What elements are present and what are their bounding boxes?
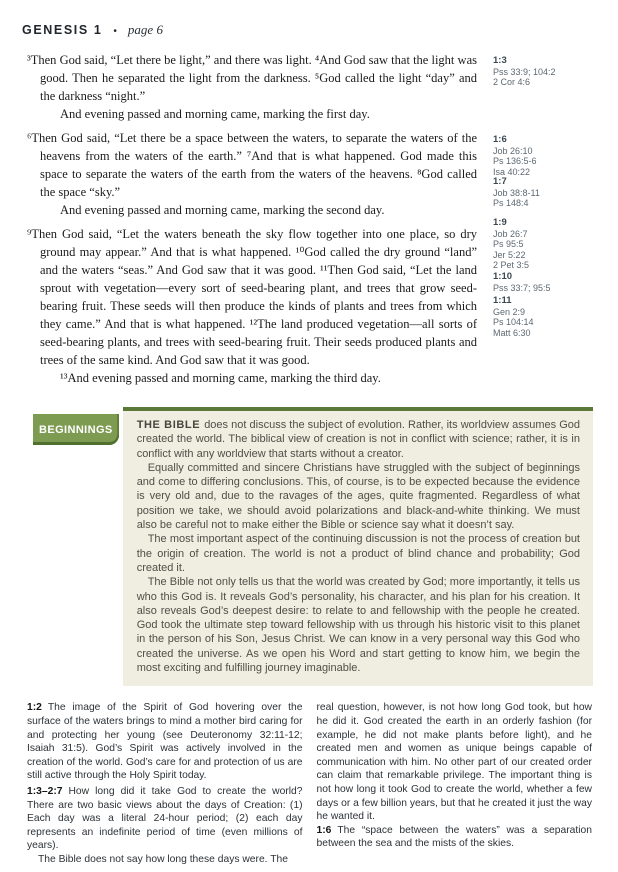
cross-ref-line: Ps 136:5-6 [493,156,537,166]
commentary-verse-ref: 1:3–2:7 [27,785,63,797]
cross-ref-line: Ps 148:4 [493,198,529,208]
commentary-note-1-6 [317,824,593,851]
commentary-continuation: The Bible does not say how long these days were. The [38,853,288,865]
cross-ref-line: Matt 6:30 [493,327,531,338]
verse-text: ³Then God said, “Let there be light,” and there was light. ⁴And God saw that the light was good. Then he separated the light from the darkness. ⁵God called the light “day” and the darkness “night.” [27,53,477,103]
cross-ref-line: Job 38:8-11 [493,187,540,198]
scripture-stanza-day1 [27,51,477,123]
cross-ref-line: Job 26:7 [493,228,528,239]
cross-ref-line: Jer 5:22 [493,249,526,260]
cross-ref-line: 2 Cor 4:6 [493,77,531,87]
commentary-note-1-2 [27,701,303,783]
cross-ref-line: Isa 40:22 [493,166,531,177]
commentary-continuation: real question, however, is not how long God took, but how he did it. God created the earth in an orderly fashion (for example, he did not make plants before light), and he created men and women as unique beings capable of communication with him. No other part of our created order can claim that remarkable privilege. The important thing is not how long it took God to create the world, whether a few days or a few billion years, but that he created it just the way he wanted it. [316,702,592,823]
scripture-section [27,51,618,393]
cross-ref-line: Job 26:10 [493,145,533,156]
cross-ref-verse: 1:7 [493,176,507,187]
cross-ref-line: Ps 95:5 [493,239,524,249]
feature-lead-words: THE BIBLE [136,419,201,431]
feature-box-body [123,407,593,686]
cross-ref-group-1-10 [493,272,551,293]
cross-ref-verse: 1:11 [493,295,512,306]
cross-ref-group-1-7 [493,177,540,209]
commentary-note-text: The “space between the waters” was a separation between the sea and the mists of the skies. [316,824,592,850]
cross-ref-line: Ps 104:14 [493,317,534,327]
scripture-stanza-day2 [27,129,477,219]
feature-paragraph: The most important aspect of the continuing discussion is not the process of creation but the origin of creation. The world is not a product of blind chance and probability; God created it. [136,533,580,574]
book-title: GENESIS 1 [22,23,103,37]
feature-paragraph: Equally committed and sincere Christians have struggled with the subject of beginnings and come to differing conclusions. This, of course, is to be expected because the evidence is very old and, due to the ravages of the ages, quite fragmented. Regardless of what position we take, we should avoid polarizations and black-and-white thinking. We must also be careful not to make either the Bible or science say what it doesn’t say. [136,461,580,532]
cross-ref-line: Pss 33:7; 95:5 [493,282,551,293]
cross-ref-group-1-6 [493,135,537,177]
verse-text: ⁹Then God said, “Let the waters beneath the sky flow together into one place, so dry ground may appear.” And that is what happened. ¹⁰God called the dry ground “land” and the waters “seas.” And God saw that it was good. ¹¹Then God said, “Let the land sprout with vegetation—every sort of seed-bearing plant, and trees that grow seed-bearing fruit. These seeds will then produce the kinds of plants and trees from which they came.” And that is what happened. ¹²The land produced vegetation—all sorts of seed-bearing plants, and trees with seed-bearing fruit. Their seeds produced plants and trees of the same kind. And God saw that it was good. [27,227,477,367]
commentary-left-column [27,701,303,866]
cross-ref-verse: 1:6 [493,134,507,145]
cross-ref-group-1-11 [493,296,534,338]
cross-ref-verse: 1:9 [493,217,507,228]
verse-text: ⁶Then God said, “Let there be a space between the waters, to separate the waters of the heavens from the waters of the earth.” ⁷And that is what happened. God made this space to separate the waters of the earth from the waters of the heavens. ⁸God called the space “sky.” [27,131,477,199]
commentary-note-1-3 [27,785,303,853]
feature-paragraph: The Bible not only tells us that the world was created by God; more importantly, it tells us who this God is. It reveals God’s personality, his character, and his plan for his creation. It also reveals God’s deepest desire: to relate to and fellowship with the people he created. God took the ultimate step toward fellowship with us through his historic visit to this planet in the person of his Son, Jesus Christ. We can know in a very personal way this God who created the universe. As we open his Word and start getting to know him, we begin the most exciting and fulfilling journey imaginable. [136,576,580,675]
feature-box-section [33,407,593,686]
page-header [22,22,618,38]
cross-ref-group-1-3 [493,56,556,88]
feature-paragraph [137,418,580,461]
cross-ref-line: 2 Pet 3:5 [493,260,530,270]
scripture-stanza-day3 [27,225,477,387]
cross-ref-verse: 1:3 [493,55,507,66]
header-bullet: • [113,26,117,37]
verse-refrain: And evening passed and morning came, marking the first day. [60,107,370,121]
commentary-note-text: The image of the Spirit of God hovering over the surface of the waters brings to mind a mother bird caring for and protecting her young (see Deuteronomy 32:11-12; Isaiah 31:5). God’s Spirit was actively involved in the creation of the world. God’s care for and protection of us are still active through the Holy Spirit today. [27,702,303,782]
cross-reference-column [493,51,618,393]
cross-ref-line: Gen 2:9 [493,306,526,317]
verse-column [27,51,477,393]
commentary-verse-ref: 1:6 [316,824,332,836]
cross-ref-verse: 1:10 [493,271,513,282]
commentary-right-column [317,701,593,866]
verse-refrain: ¹³And evening passed and morning came, marking the third day. [60,371,381,385]
cross-ref-line: Pss 33:9; 104:2 [493,66,556,77]
page-number: page 6 [127,22,163,37]
cross-ref-group-1-9 [493,218,529,271]
commentary-section [27,701,592,866]
feature-paragraph-text: does not discuss the subject of evolution. Rather, its worldview assumes God created the world. The biblical view of creation is not in conflict with science; rather, it is in conflict with any worldview that starts without a creator. [136,419,580,460]
verse-refrain: And evening passed and morning came, marking the second day. [60,203,385,217]
feature-tab-beginnings: BEGINNINGS [33,414,119,445]
commentary-note-text: How long did it take God to create the world? There are two basic views about the days of Creation: (1) Each day was a literal 24-hour period; (2) each day represents an indefinite period of time (even millions of years). [27,785,303,852]
commentary-verse-ref: 1:2 [27,702,42,714]
